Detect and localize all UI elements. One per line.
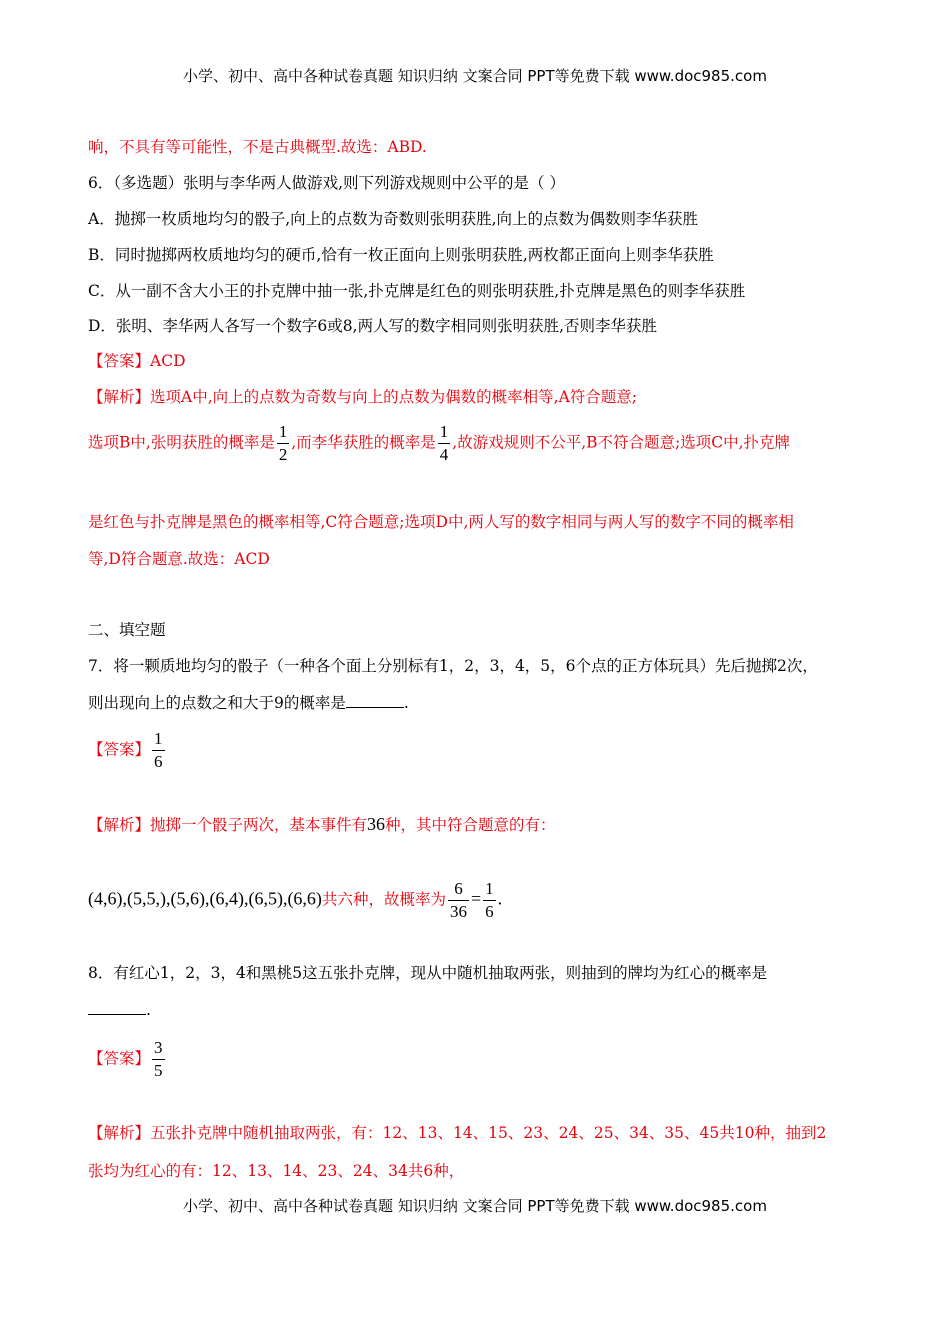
outcome-pairs: (4,6),(5,5,),(5,6),(6,4),(6,5),(6,6) — [88, 888, 322, 909]
fraction-one-half — [277, 421, 290, 466]
equals-sign: = — [470, 888, 482, 909]
answer-fraction — [152, 728, 165, 773]
q7-analysis-line-2 — [88, 878, 502, 923]
numerator: 1 — [483, 878, 496, 901]
fraction-one-quarter — [438, 421, 451, 466]
q6-option-a: A．抛掷一枚质地均匀的骰子,向上的点数为奇数则张明获胜,向上的点数为偶数则李华获胜 — [88, 210, 699, 228]
denominator: 6 — [154, 752, 163, 771]
numerator: 1 — [152, 728, 165, 751]
previous-answer-tail: 响，不具有等可能性，不是古典概型.故选：ABD. — [88, 138, 427, 156]
page-header: 小学、初中、高中各种试卷真题 知识归纳 文案合同 PPT等免费下载 www.doc985.com — [183, 67, 767, 85]
answer-value: ACD — [150, 352, 186, 370]
q6-analysis-line-1 — [88, 387, 637, 407]
q6-answer — [88, 351, 186, 371]
q7-stem-line-1: 7．将一颗质地均匀的骰子（一种各个面上分别标有1，2，3，4，5，6个点的正方体玩具）先后抛掷2次， — [88, 657, 818, 675]
denominator: 4 — [439, 445, 449, 464]
fraction-six-thirtysix — [448, 878, 469, 923]
stem-end: . — [146, 1001, 151, 1019]
answer-blank — [88, 1000, 146, 1015]
q8-analysis-line-2: 张均为红心的有：12、13、14、23、24、34共6种， — [88, 1162, 465, 1180]
denominator: 2 — [278, 445, 288, 464]
analysis-text: ,故游戏规则不公平,B不符合题意;选项C中,扑克牌 — [452, 433, 791, 452]
q6-analysis-line-3: 是红色与扑克牌是黑色的概率相等,C符合题意;选项D中,两人写的数字相同与两人写的数字不同的概率相 — [88, 513, 794, 531]
q8-stem-line-1: 8．有红心1，2，3，4和黑桃5这五张扑克牌，现从中随机抽取两张，则抽到的牌均为红心的概率是 — [88, 964, 768, 982]
page-footer: 小学、初中、高中各种试卷真题 知识归纳 文案合同 PPT等免费下载 www.doc985.com — [183, 1197, 767, 1215]
analysis-label: 【解析】 — [88, 816, 151, 834]
stem-text: 则出现向上的点数之和大于9的概率是 — [88, 694, 346, 712]
denominator: 5 — [154, 1061, 163, 1080]
q6-option-b: B．同时抛掷两枚质地均匀的硬币,恰有一枚正面向上则张明获胜,两枚都正面向上则李华获胜 — [88, 246, 714, 264]
analysis-text: 种，其中符合题意的有： — [385, 816, 556, 834]
analysis-text: 共六种，故概率为 — [321, 890, 446, 909]
q6-option-c: C．从一副不含大小王的扑克牌中抽一张,扑克牌是红色的则张明获胜,扑克牌是黑色的则李华获胜 — [88, 282, 746, 300]
numerator: 1 — [438, 421, 451, 444]
q7-answer — [88, 728, 167, 773]
q8-answer — [88, 1037, 167, 1082]
section-title: 二、填空题 — [88, 621, 166, 639]
numerator: 1 — [277, 421, 290, 444]
period: . — [497, 888, 503, 909]
q8-stem-line-2 — [88, 1000, 151, 1020]
q6-stem: 6．（多选题）张明与李华两人做游戏,则下列游戏规则中公平的是（ ） — [88, 174, 565, 192]
answer-blank — [346, 693, 404, 708]
fraction-one-sixth — [483, 878, 496, 923]
numerator: 3 — [152, 1037, 165, 1060]
analysis-text: 选项B中,张明获胜的概率是 — [88, 433, 275, 452]
analysis-text: 选项A中,向上的点数为奇数与向上的点数为偶数的概率相等,A符合题意; — [150, 388, 637, 406]
analysis-text: ,而李华获胜的概率是 — [291, 433, 436, 452]
answer-label: 【答案】 — [88, 1049, 151, 1068]
answer-label: 【答案】 — [88, 352, 151, 370]
analysis-text: 抛掷一个骰子两次，基本事件有 — [150, 816, 368, 834]
stem-end: . — [403, 694, 409, 712]
q6-option-d: D．张明、李华两人各写一个数字6或8,两人写的数字相同则张明获胜,否则李华获胜 — [88, 317, 658, 335]
q8-analysis-line-1: 【解析】五张扑克牌中随机抽取两张，有：12、13、14、15、23、24、25、34、35、45共10种，抽到2 — [88, 1124, 827, 1142]
answer-label: 【答案】 — [88, 740, 151, 759]
denominator: 36 — [449, 902, 467, 921]
q7-analysis-line-1 — [88, 814, 556, 835]
count-value: 36 — [367, 814, 386, 834]
denominator: 6 — [485, 902, 494, 921]
q6-analysis-line-4: 等,D符合题意.故选：ACD — [88, 550, 270, 568]
answer-fraction — [152, 1037, 165, 1082]
analysis-label: 【解析】 — [88, 388, 151, 406]
numerator: 6 — [448, 878, 469, 901]
q7-stem-line-2 — [88, 693, 409, 713]
q6-analysis-line-2 — [88, 421, 790, 466]
